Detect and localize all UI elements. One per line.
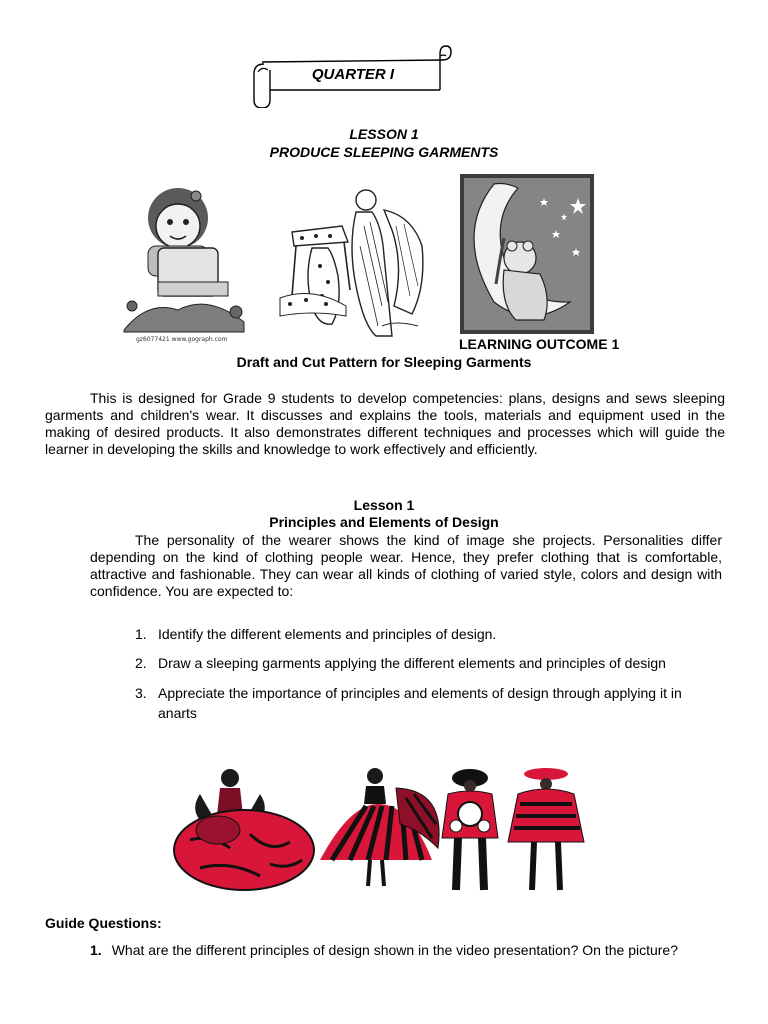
objective-text: Identify the different elements and principles of design.	[158, 626, 497, 642]
objective-number: 2.	[135, 655, 147, 671]
guide-question-number: 1.	[90, 942, 102, 958]
guide-question-item	[90, 942, 678, 958]
moon-bear-illustration	[460, 174, 594, 334]
guide-question-text: What are the different principles of design shown in the video presentation? On the picture?	[111, 942, 678, 958]
lesson-topic-title: Principles and Elements of Design	[269, 514, 499, 530]
girl-sewing-machine-illustration	[118, 182, 253, 344]
fashion-models-illustration	[170, 764, 598, 900]
lesson-title-heading: PRODUCE SLEEPING GARMENTS	[269, 144, 499, 160]
lesson-subheading: Lesson 1	[353, 497, 415, 513]
intro-paragraph: This is designed for Grade 9 students to develop competencies: plans, designs and sews sleeping garments and children's wear. It discusses and explains the tools, materials and equipment used in the making of desired products. It also demonstrates different techniques and processes which will guide the learner in developing the skills and knowledge to work effectively and efficiently.	[45, 390, 725, 457]
objective-text: Draw a sleeping garments applying the different elements and principles of design	[158, 655, 666, 671]
objective-item	[135, 653, 725, 673]
lesson-number-heading: LESSON 1	[349, 126, 419, 142]
objective-item	[135, 683, 725, 723]
objective-text: Appreciate the importance of principles and elements of design through applying it in anarts	[158, 685, 682, 721]
learning-outcome-label: LEARNING OUTCOME 1	[459, 336, 620, 352]
learning-outcome-title: Draft and Cut Pattern for Sleeping Garments	[236, 354, 532, 370]
guide-questions-title: Guide Questions:	[45, 915, 162, 931]
quarter-label: QUARTER I	[311, 66, 395, 83]
lesson-body-paragraph: The personality of the wearer shows the kind of image she projects. Personalities differ depending on the kind of clothing people wear. Hence, they prefer clothing that is comfortable, attractive and fashionable. They can wear all kinds of clothing of varied style, colors and design with confidence. You are expected to:	[90, 532, 722, 599]
intro-paragraph-block	[45, 390, 725, 458]
woman-dress-form-illustration	[272, 186, 432, 342]
objective-item	[135, 624, 725, 644]
objective-number: 3.	[135, 685, 147, 701]
image-watermark-caption: gz6077421 www.gograph.com	[136, 336, 228, 343]
objective-number: 1.	[135, 626, 147, 642]
